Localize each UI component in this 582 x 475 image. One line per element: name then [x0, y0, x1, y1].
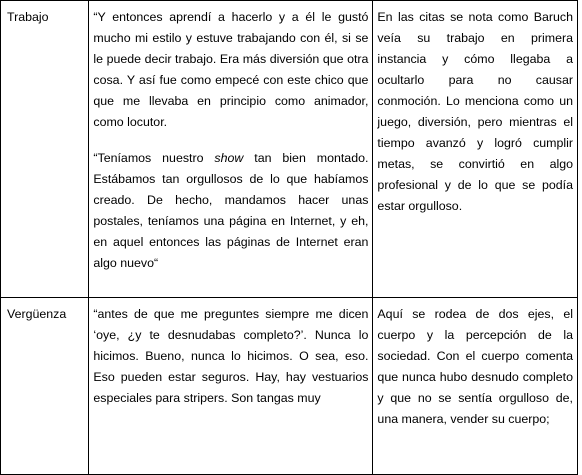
quote-paragraph: “Teníamos nuestro show tan bien montado. Estábamos tan orgullosos de lo que habíamos creado. De hecho, mandamos hacer unas postales, teníamos una página en Internet, y eh, en aquel entonces las páginas de Internet eran algo nuevo“: [93, 151, 369, 270]
table-row: [1, 298, 578, 475]
emphasis-text: show: [214, 151, 244, 165]
analysis-cell: En las citas se nota como Baruch veía su trabajo en primera instancia y cómo llegaba a ocultarlo para no causar conmoción. Lo menciona como un juego, diversión, pero mientras el tiempo avanzó y logró cumplir metas, se convirtió en algo profesional y de lo que se podía estar orgulloso.: [373, 1, 578, 298]
quote-paragraph: “Y entonces aprendí a hacerlo y a él le gustó mucho mi estilo y estuve trabajando con él, si se le puede decir trabajo. Era más diversión que otra cosa. Y así fue como empecé con este chico que que me llevaba en principio como animador, como locutor.: [93, 10, 369, 129]
table-row: [1, 1, 578, 298]
category-cell: Vergüenza: [1, 298, 89, 475]
category-cell: Trabajo: [1, 1, 89, 298]
quote-cell: [89, 1, 373, 298]
quote-cell: “antes de que me preguntes siempre me dicen ‘oye, ¿y te desnudabas completo?’. Nunca lo hicimos. Bueno, nunca lo hicimos. O sea, eso. Eso pueden estar seguros. Hay, hay vestuarios especiales para stripers. Son tangas muy: [89, 298, 373, 475]
analysis-cell: Aquí se rodea de dos ejes, el cuerpo y la percepción de la sociedad. Con el cuerpo comenta que nunca hubo desnudo completo y que no se sentía orgulloso de, una manera, vender su cuerpo;: [373, 298, 578, 475]
